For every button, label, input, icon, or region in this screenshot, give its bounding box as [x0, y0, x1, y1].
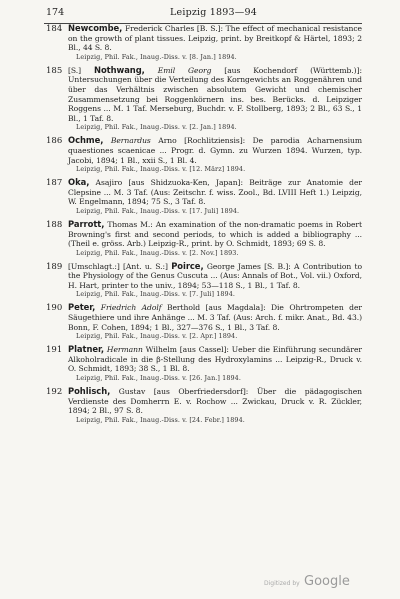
- entry-text: [68, 303, 362, 332]
- entry-prefix: [S.]: [68, 65, 94, 75]
- entry-note: Leipzig, Phil. Fak., Inaug.-Diss. v. [12. März] 1894.: [76, 165, 246, 174]
- author-name: Oka,: [68, 177, 90, 188]
- entry-body: Thomas M.: An examination of the non-dramatic poems in Robert Browning's first and second periods, to which is added a bibliography ... (Theil e. gröss. Arb.) Leipzig-R., print. by O. Schmidt, 1893; 69 S. 8.: [68, 219, 362, 249]
- entry-body: Wilhelm [aus Cassel]: Ueber die Einführung secundärer Alkoholradicale in die β-Stellung des Hydroxylamins ... Leipzig-R., Druck v. O. Schmidt, 1893; 38 S., 1 Bl. 8.: [68, 345, 362, 374]
- author-name: Pohlisch,: [68, 386, 111, 397]
- author-name: Ochme,: [68, 135, 104, 146]
- entry-number: 187: [46, 178, 63, 189]
- entry-note: Leipzig, Phil. Fak., Inaug.-Diss. v. [26. Jan.] 1894.: [76, 374, 241, 383]
- entry-text: [68, 178, 362, 207]
- entry-body: Gustav [aus Oberfriedersdorf]: Über die pädagogischen Verdienste des Domherrn E. v. Rochow ... Zwickau, Druck v. R. Zückler, 1894; 2 Bl., 97 S. 8.: [68, 387, 362, 416]
- entry-number: 185: [46, 65, 63, 76]
- page-number: 174: [46, 7, 65, 18]
- entry-body: Berthold [aus Magdala]: Die Ohrtrompeten der Säugethiere und ihre Anhänge ... M. 3 Taf. (Aus: Arch. f. mikr. Anat., Bd. 43.) Bonn, F. Cohen, 1894; 1 Bl., 327—376 S., 1 Bl., 3 Taf. 8.: [68, 303, 362, 332]
- entry-190: [46, 303, 362, 340]
- entry-note: Leipzig, Phil. Fak., Inaug.-Diss. v. [17. Juli] 1894.: [76, 206, 240, 215]
- author-given: Hermann: [104, 345, 143, 355]
- entry-text: [68, 345, 362, 374]
- author-given: Bernardus: [103, 136, 151, 146]
- entry-text: [68, 66, 362, 124]
- entry-number: 188: [46, 219, 63, 230]
- entry-text: [68, 24, 362, 53]
- entry-body: Frederick Charles [B. S.]: The effect of mechanical resistance on the growth of plant tissues. Leipzig, print. by Breitkopf & Härtel, 1893; 2 Bl., 44 S. 8.: [68, 24, 362, 53]
- author-name: Parrott,: [68, 218, 105, 229]
- entry-number: 191: [46, 345, 63, 356]
- entry-body: Arno [Rochlitziensis]: De parodia Acharnensium quaestiones scaenicae ... Progr. d. Gymn. zu Wurzen 1894. Wurzen, typ. Jacobi, 1894; 1 Bl., xxii S., 1 Bl. 4.: [68, 136, 362, 165]
- entry-note: Leipzig, Phil. Fak., Inaug.-Diss. v. [2. Jan.] 1894.: [76, 123, 237, 132]
- entry-text: [68, 136, 362, 165]
- entry-text: [68, 220, 362, 249]
- entry-185: [46, 66, 362, 132]
- entry-186: [46, 136, 362, 173]
- entry-184: [46, 24, 362, 61]
- author-given: Emil Georg: [144, 65, 212, 75]
- google-watermark: [264, 574, 374, 592]
- page-header: [0, 6, 400, 22]
- entry-prefix: [Umschlagt.:] [Ant. u. S.:]: [68, 261, 172, 271]
- entry-note: Leipzig, Phil. Fak., Inaug.-Diss. v. [8. Jan.] 1894.: [76, 52, 237, 61]
- entry-number: 189: [46, 261, 63, 272]
- entry-number: 190: [46, 303, 63, 314]
- entry-note: Leipzig, Phil. Fak., Inaug.-Diss. v. [7. Juli] 1894.: [76, 290, 236, 299]
- entry-body: [aus Kochendorf (Württemb.)]: Untersuchungen über die Verteilung des Korngewichts an Roggenähren und über das Verhältnis zwischen absolutem Gewicht und chemischer Zusammensetzung bei Roggenkörnern ins. bes. Berücks. d. Leipziger Roggens ... M. 1 Taf. Merseburg, Buchdr. v. F. Stollberg, 1893; 2 Bl., 63 S., 1 Bl., 1 Taf. 8.: [68, 65, 363, 123]
- entry-text: [68, 262, 362, 291]
- entry-number: 184: [46, 24, 63, 34]
- entry-list: [46, 24, 362, 429]
- entry-192: [46, 387, 362, 424]
- digitized-by-label: Digitized by: [264, 580, 300, 587]
- entry-body: George James [S. B.]: A Contribution to the Physiology of the Genus Cuscuta ... (Aus: Annals of Bot., Vol. vii.) Oxford, H. Hart, printer to the univ., 1894; 53—118 S., 1 Bl., 1 Taf. 8.: [68, 261, 362, 290]
- entry-note: Leipzig, Phil. Fak., Inaug.-Diss. v. [2. Nov.] 1893.: [76, 248, 239, 257]
- running-head: Leipzig 1893—94: [170, 7, 257, 18]
- author-given: Friedrich Adolf: [95, 303, 162, 313]
- author-name: Nothwang,: [93, 64, 145, 75]
- entry-191: [46, 345, 362, 382]
- entry-note: Leipzig, Phil. Fak., Inaug.-Diss. v. [24. Febr.] 1894.: [76, 415, 245, 424]
- author-name: Peter,: [68, 302, 96, 313]
- entry-188: [46, 220, 362, 257]
- author-name: Platner,: [68, 344, 104, 355]
- entry-number: 186: [46, 136, 63, 147]
- author-name: Newcombe,: [68, 23, 123, 33]
- entry-189: [46, 262, 362, 299]
- google-logo: Google: [304, 574, 350, 589]
- entry-187: [46, 178, 362, 215]
- entry-body: Asajiro [aus Shidzuoka-Ken, Japan]: Beiträge zur Anatomie der Clepsine ... M. 3 Taf. (Aus: Zeitschr. f. wiss. Zool., Bd. LVIII Heft 1.) Leipzig, W. Engelmann, 1894; 75 S., 3 Taf. 8.: [68, 178, 362, 207]
- entry-text: [68, 387, 362, 416]
- author-name: Poirce,: [171, 260, 204, 271]
- entry-note: Leipzig, Phil. Fak., Inaug.-Diss. v. [2. Apr.] 1894.: [76, 332, 238, 341]
- entry-number: 192: [46, 387, 63, 398]
